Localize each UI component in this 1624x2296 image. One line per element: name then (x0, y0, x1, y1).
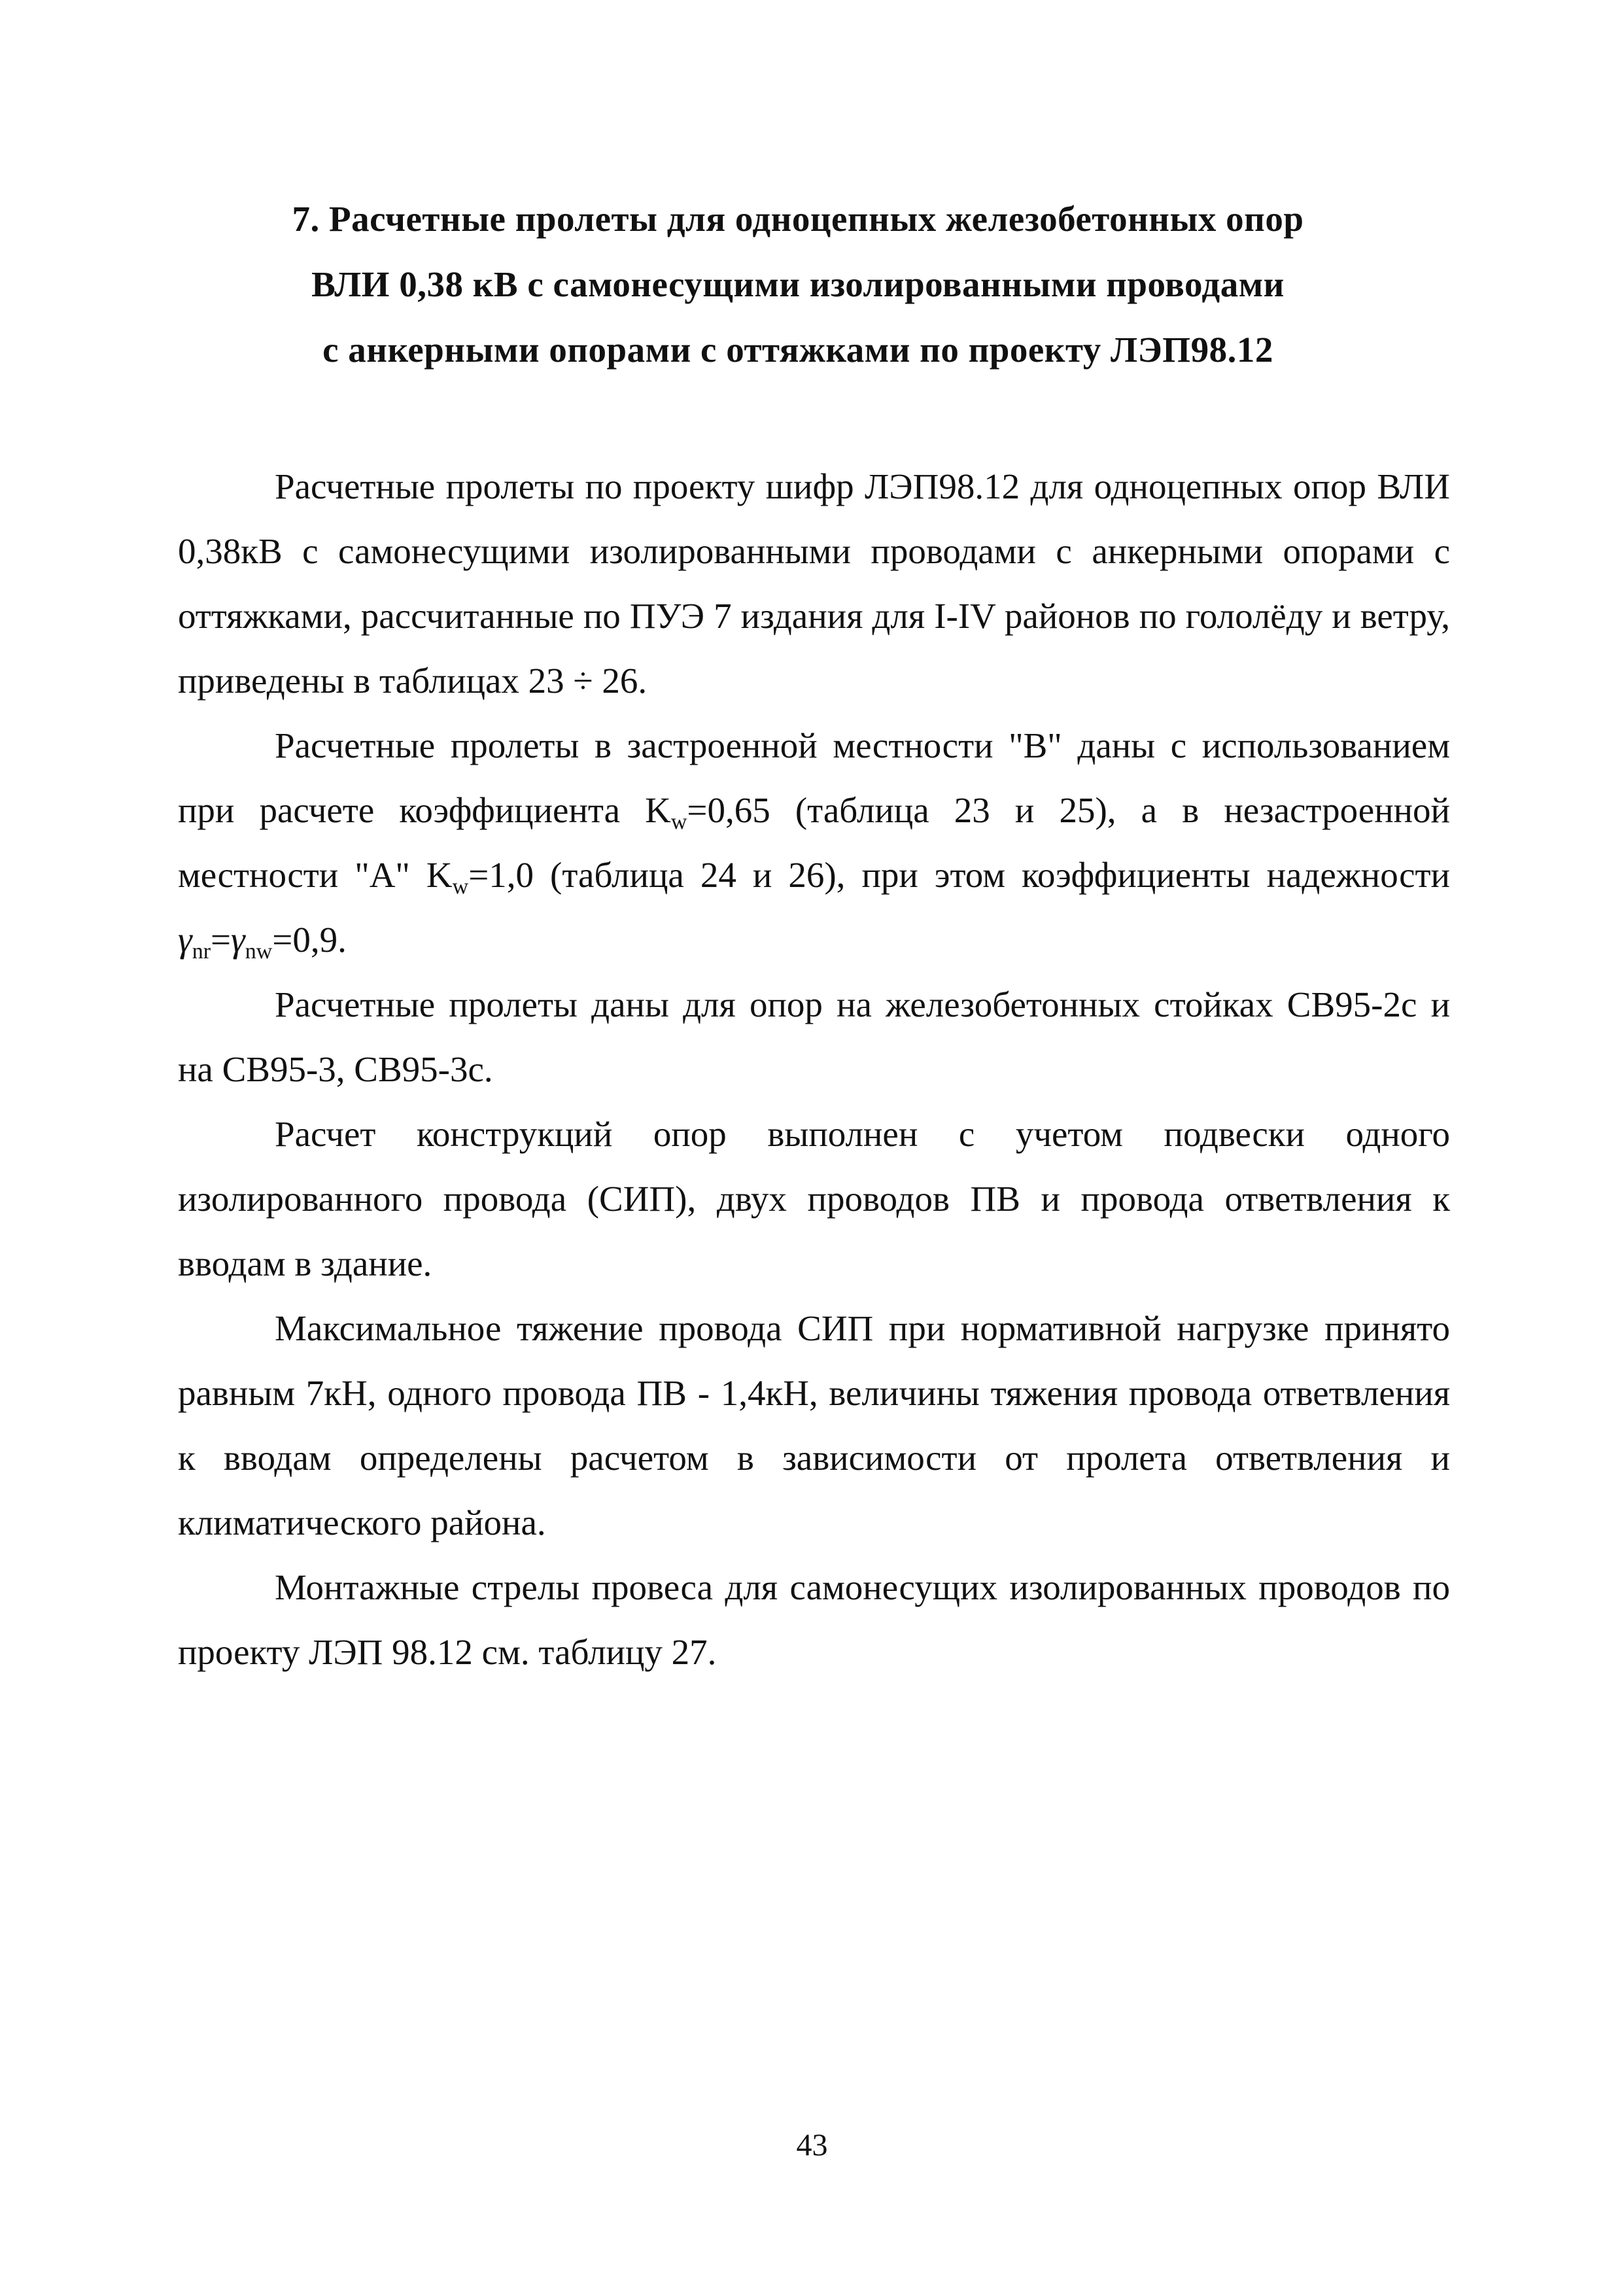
section-heading (177, 186, 1419, 383)
gamma-symbol-2: γ (231, 920, 245, 960)
page-number: 43 (796, 2128, 828, 2163)
subscript-nw: nw (245, 939, 273, 964)
heading-line-1: 7. Расчетные пролеты для одноцепных железобетонных опор (292, 199, 1304, 239)
paragraph-6: Монтажные стрелы провеса для самонесущих изолированных проводов по проекту ЛЭП 98.12 см. таблицу 27. (178, 1567, 1450, 1672)
paragraph-2-text-a: Расчетные пролеты в застроенной местности "В" даны с использованием при расчете коэффициента K (178, 725, 1450, 830)
paragraph-2-text-c: =1,0 (таблица 24 и 26), при этом коэффициенты надежности (468, 855, 1450, 895)
equals-sign: = (211, 920, 232, 960)
gamma-symbol-1: γ (178, 920, 192, 960)
paragraph-2-text-d: =0,9. (272, 920, 347, 960)
paragraph-3: Расчетные пролеты даны для опор на железобетонных стойках СВ95-2с и на СВ95-3, СВ95-3с. (178, 984, 1450, 1089)
paragraph-2-text-b: =0,65 (таблица 23 и 25), а в незастроенной местности "А" K (178, 790, 1450, 895)
paragraph-4: Расчет конструкций опор выполнен с учетом подвески одного изолированного провода (СИП), двух проводов ПВ и провода ответвления к вводам в здание. (178, 1114, 1450, 1283)
paragraph-1: Расчетные пролеты по проекту шифр ЛЭП98.12 для одноцепных опор ВЛИ 0,38кВ с самонесущими изолированными проводами с анкерными опорами с оттяжками, рассчитанные по ПУЭ 7 издания для I-IV районов по гололёду и ветру, приведены в таблицах 23 ÷ 26. (178, 466, 1450, 701)
subscript-w-2: w (452, 875, 469, 899)
body-text (178, 454, 1450, 1684)
subscript-w-1: w (670, 810, 687, 834)
paragraph-2 (178, 713, 1450, 972)
heading-line-2: ВЛИ 0,38 кВ с самонесущими изолированными проводами (311, 264, 1285, 304)
heading-line-3: с анкерными опорами с оттяжками по проекту ЛЭП98.12 (322, 330, 1273, 370)
paragraph-5: Максимальное тяжение провода СИП при нормативной нагрузке принято равным 7кН, одного провода ПВ - 1,4кН, величины тяжения провода ответвления к вводам определены расчетом в зависимости от пролета ответвления и климатического района. (178, 1308, 1450, 1542)
subscript-nr: nr (192, 939, 211, 964)
